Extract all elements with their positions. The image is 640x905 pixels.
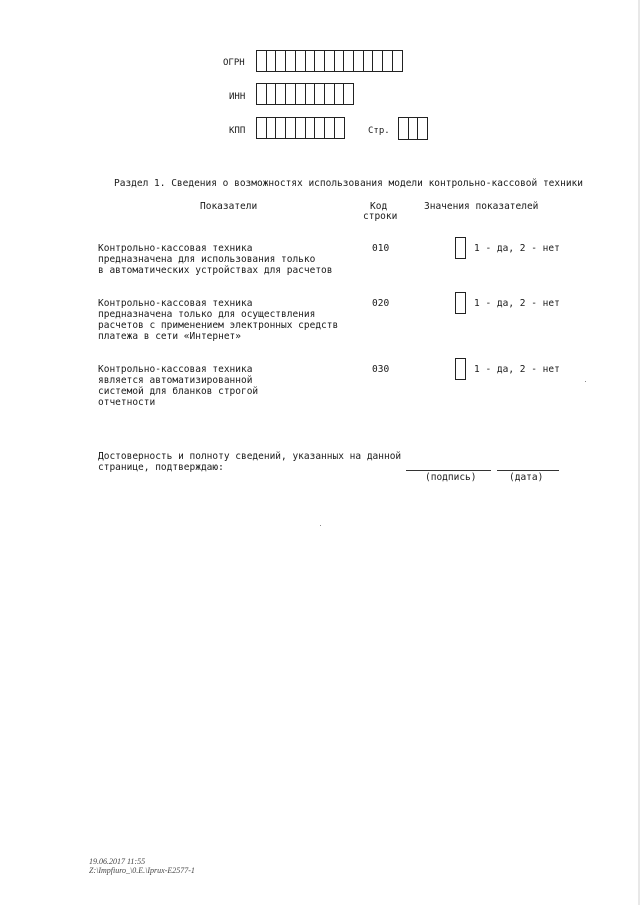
date-line[interactable]	[497, 470, 559, 471]
page-label: Стр.	[368, 126, 390, 136]
char-cell[interactable]	[392, 50, 403, 72]
signature-line[interactable]	[406, 470, 491, 471]
scan-speck	[585, 381, 586, 382]
char-cell[interactable]	[417, 117, 428, 140]
row-010-text: Контрольно-кассовая техника предназначена для использования только в автоматических устройствах для расчетов	[98, 243, 333, 276]
row-020-answer-box[interactable]	[455, 292, 466, 314]
section-title: Раздел 1. Сведения о возможностях использования модели контрольно-кассовой техники	[114, 178, 583, 189]
row-010-hint: 1 - да, 2 - нет	[474, 243, 560, 254]
ogrn-label: ОГРН	[223, 58, 245, 68]
row-010-answer-box[interactable]	[455, 237, 466, 259]
page-number-field[interactable]	[398, 117, 427, 140]
inn-field[interactable]	[256, 83, 353, 105]
ogrn-field[interactable]	[256, 50, 402, 72]
column-header-code-line2: строки	[363, 211, 398, 222]
column-header-values: Значения показателей	[424, 201, 539, 212]
inn-label: ИНН	[229, 92, 246, 102]
row-030-hint: 1 - да, 2 - нет	[474, 364, 560, 375]
row-030-answer-box[interactable]	[455, 358, 466, 380]
row-020-code: 020	[372, 298, 390, 309]
row-030-code: 030	[372, 364, 390, 375]
kpp-label: КПП	[229, 126, 246, 136]
row-030-text: Контрольно-кассовая техника является автоматизированной системой для бланков строгой отчетности	[98, 364, 259, 408]
row-010-code: 010	[372, 243, 390, 254]
char-cell[interactable]	[334, 117, 345, 139]
date-caption: (дата)	[509, 472, 544, 483]
scan-speck	[320, 525, 321, 526]
confirmation-text: Достоверность и полноту сведений, указанных на данной странице, подтверждаю:	[98, 451, 402, 473]
footer-timestamp: 19.06.2017 11:55	[89, 857, 146, 866]
column-header-code: Код	[370, 201, 388, 212]
kpp-field[interactable]	[256, 117, 343, 139]
footer-file-path: Z:\Impfiuro_\0.E.\Iprux-E2577-1	[89, 866, 195, 875]
row-020-hint: 1 - да, 2 - нет	[474, 298, 560, 309]
char-cell[interactable]	[343, 83, 354, 105]
column-header-indicators: Показатели	[200, 201, 258, 212]
row-020-text: Контрольно-кассовая техника предназначена только для осуществления расчетов с применением электронных средств платежа в сети «Интернет»	[98, 298, 339, 342]
signature-caption: (подпись)	[425, 472, 477, 483]
